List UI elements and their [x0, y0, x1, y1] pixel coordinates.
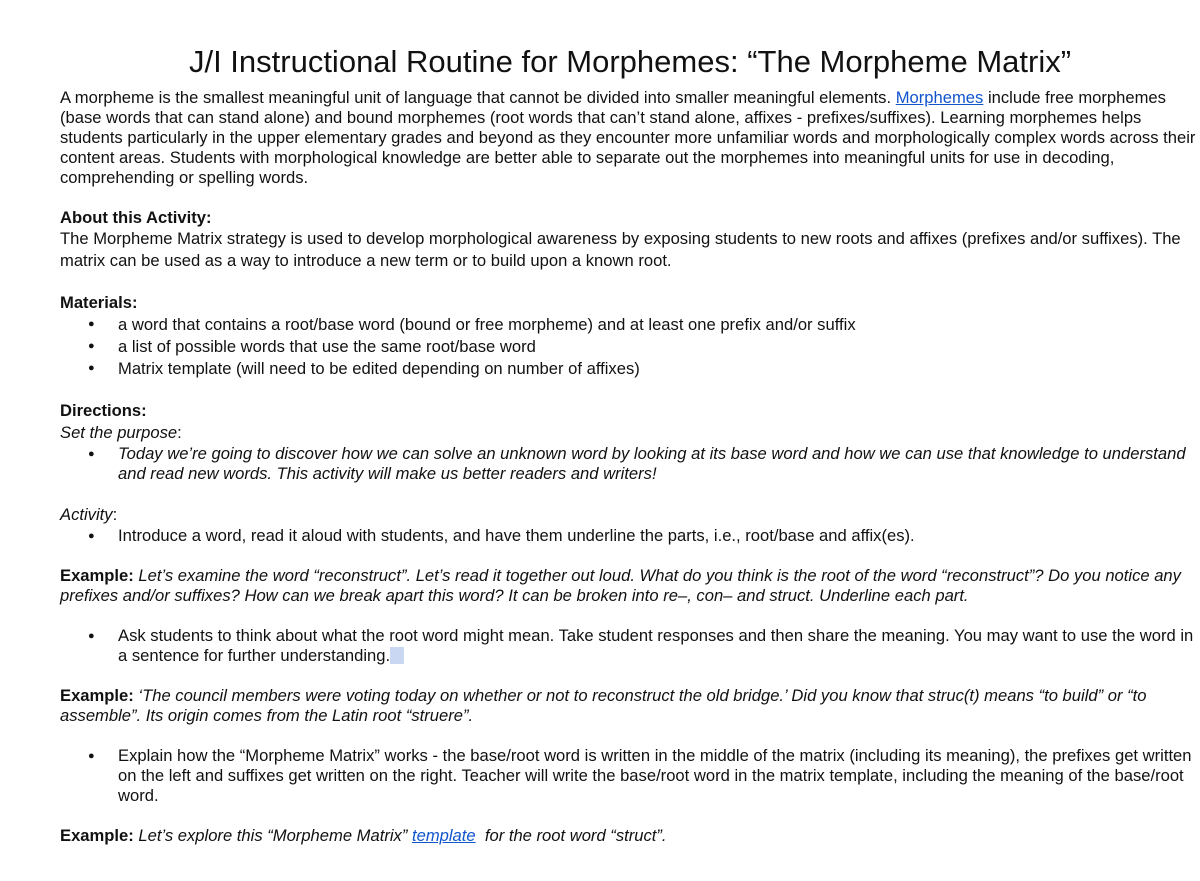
materials-item: ● a word that contains a root/base word (bound or free morpheme) and at least one prefix and/or suffix: [60, 314, 1200, 336]
about-text: The Morpheme Matrix strategy is used to develop morphological awareness by exposing students to new roots and affixes (prefixes and/or suffixes). The matrix can be used as a way to introduce a new term or to build upon a known root.: [60, 229, 1181, 270]
activity-label: Activity: [60, 505, 113, 524]
ask-list: [60, 626, 1200, 666]
directions-heading: Directions:: [60, 401, 147, 420]
materials-list: [60, 314, 1200, 380]
set-purpose-colon: :: [177, 423, 182, 442]
intro-paragraph: [60, 88, 1200, 188]
example-text: Let’s examine the word “reconstruct”. Let’s read it together out loud. What do you think is the root of the word “reconstruct”? Do you notice any prefixes and/or suffixes? How can we break apart this word? It can be broken into re–, con– and struct. Underline each part.: [60, 566, 1181, 605]
explain-item: ● Explain how the “Morpheme Matrix” works - the base/root word is written in the middle of the matrix (including its meaning), the prefixes get written on the left and suffixes get written on the right. Teacher will write the base/root word in the matrix template, including the meaning of the base/root word.: [60, 746, 1200, 806]
example-text: ‘The council members were voting today on whether or not to reconstruct the old bridge.’ Did you know that struc(t) means “to build” or “to assemble”. Its origin comes from the Latin root “struere”.: [60, 686, 1147, 725]
ask-item: [60, 626, 1200, 666]
example-reconstruct: [60, 566, 1200, 606]
activity-item: ● Introduce a word, read it aloud with students, and have them underline the parts, i.e., root/base and affix(es).: [60, 526, 1200, 546]
example-label: Example:: [60, 686, 134, 705]
intro-text-after-link: include free morphemes (base words that can stand alone) and bound morphemes (root words that can’t stand alone, affixes - prefixes/suffixes). Learning morphemes helps students particularly in the upper elementary grades and beyond as they encounter more unfamiliar words and morphologically complex words across their content areas. Students with morphological knowledge are better able to separate out the morphemes into meaningful units for use in decoding, comprehending or spelling words.: [60, 88, 1196, 187]
example-bridge: [60, 686, 1200, 726]
set-purpose-label: Set the purpose: [60, 423, 178, 442]
example-struct: [60, 826, 1200, 846]
purpose-item: ● Today we’re going to discover how we can solve an unknown word by looking at its base word and how we can use that knowledge to understand and read new words. This activity will make us better readers and writers!: [60, 444, 1200, 484]
purpose-list: [60, 444, 1200, 484]
example-label: Example:: [60, 826, 134, 845]
example-label: Example:: [60, 566, 134, 585]
materials-heading: Materials:: [60, 293, 138, 312]
template-link[interactable]: template: [411, 826, 476, 845]
example-text-after-link: for the root word “struct”.: [475, 826, 667, 845]
activity-colon: :: [112, 505, 118, 524]
document-title: J/I Instructional Routine for Morphemes: “The Morpheme Matrix”: [188, 44, 1072, 79]
text-selection-highlight: [390, 647, 404, 664]
ask-item-text: Ask students to think about what the root word might mean. Take student responses and then share the meaning. You may want to use the word in a sentence for further understanding.: [118, 626, 1194, 665]
intro-text-before-link: A morpheme is the smallest meaningful unit of language that cannot be divided into smaller meaningful elements.: [60, 88, 896, 107]
activity-line: [60, 504, 1200, 526]
set-purpose-line: [60, 422, 1200, 444]
materials-item: ● a list of possible words that use the same root/base word: [60, 336, 1200, 358]
activity-list: [60, 526, 1200, 546]
explain-list: [60, 746, 1200, 806]
morphemes-link[interactable]: Morphemes: [895, 88, 984, 107]
materials-item: ● Matrix template (will need to be edited depending on number of affixes): [60, 358, 1200, 380]
example-text-before-link: Let’s explore this “Morpheme Matrix”: [133, 826, 412, 845]
document-page: [60, 40, 1200, 846]
about-heading: About this Activity:: [60, 208, 212, 227]
